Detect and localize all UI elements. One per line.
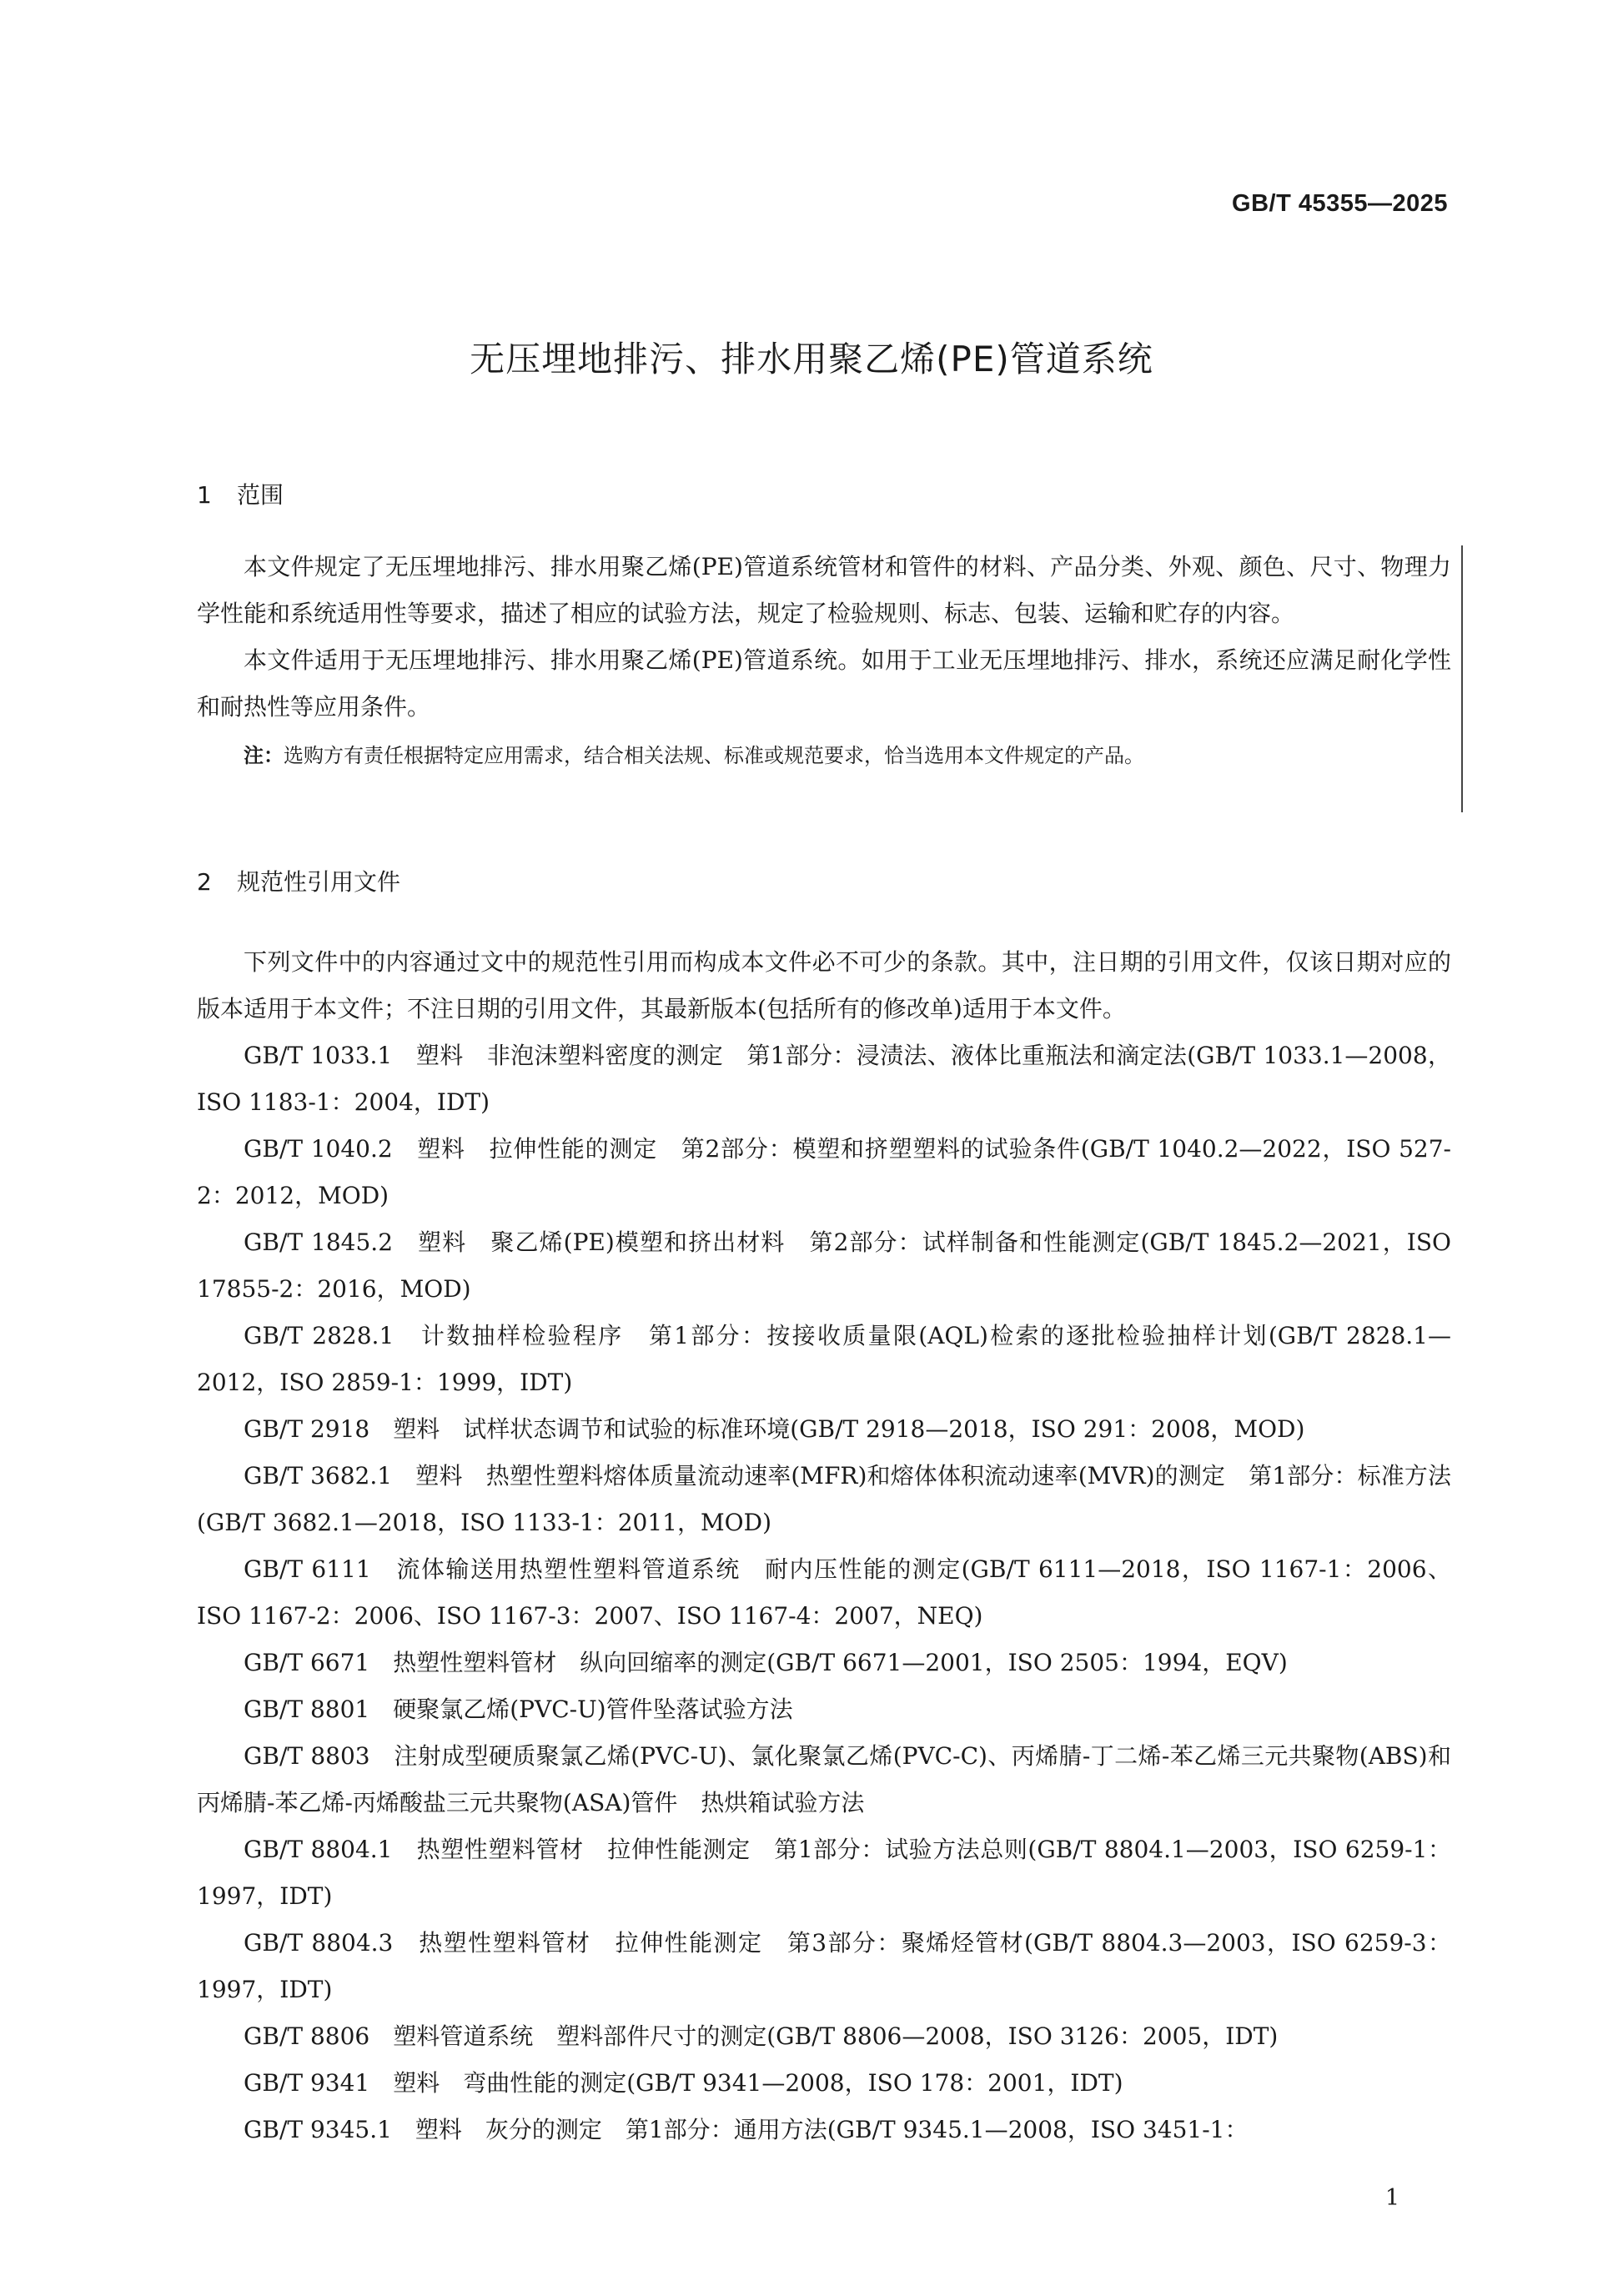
reference-item: GB/T 1033.1 塑料 非泡沫塑料密度的测定 第1部分：浸渍法、液体比重瓶法和滴定法(GB/T 1033.1—2008，ISO 1183-1：2004，IDT)	[197, 1042, 1451, 1116]
scope-paragraph-2: 本文件适用于无压埋地排污、排水用聚乙烯(PE)管道系统。如用于工业无压埋地排污、排水，系统还应满足耐化学性和耐热性等应用条件。	[197, 646, 1451, 721]
document-title: 无压埋地排污、排水用聚乙烯(PE)管道系统	[470, 339, 1153, 379]
reference-item: GB/T 8806 塑料管道系统 塑料部件尺寸的测定(GB/T 8806—2008，ISO 3126：2005，IDT)	[244, 2022, 1279, 2050]
reference-item: GB/T 3682.1 塑料 热塑性塑料熔体质量流动速率(MFR)和熔体体积流动速率(MVR)的测定 第1部分：标准方法(GB/T 3682.1—2018，ISO 1133-1：2011，MOD)	[197, 1462, 1451, 1536]
reference-item: GB/T 8801 硬聚氯乙烯(PVC-U)管件坠落试验方法	[244, 1696, 793, 1723]
reference-item: GB/T 2828.1 计数抽样检验程序 第1部分：按接收质量限(AQL)检索的逐批检验抽样计划(GB/T 2828.1—2012，ISO 2859-1：1999，IDT)	[197, 1322, 1451, 1396]
references-intro: 下列文件中的内容通过文中的规范性引用而构成本文件必不可少的条款。其中，注日期的引用文件，仅该日期对应的版本适用于本文件；不注日期的引用文件，其最新版本(包括所有的修改单)适用于本文件。	[197, 948, 1451, 1022]
note-text: 选购方有责任根据特定应用需求，结合相关法规、标准或规范要求，恰当选用本文件规定的产品。	[284, 744, 1144, 767]
reference-item: GB/T 8803 注射成型硬质聚氯乙烯(PVC-U)、氯化聚氯乙烯(PVC-C)、丙烯腈-丁二烯-苯乙烯三元共聚物(ABS)和丙烯腈-苯乙烯-丙烯酸盐三元共聚物(ASA)管件 热烘箱试验方法	[197, 1742, 1451, 1816]
section-2-heading	[197, 864, 400, 897]
reference-item: GB/T 1040.2 塑料 拉伸性能的测定 第2部分：模塑和挤塑塑料的试验条件(GB/T 1040.2—2022，ISO 527-2：2012，MOD)	[197, 1135, 1451, 1209]
section-1-title: 范围	[237, 481, 284, 509]
section-2-number: 2	[197, 868, 212, 896]
reference-item: GB/T 2918 塑料 试样状态调节和试验的标准环境(GB/T 2918—2018，ISO 291：2008，MOD)	[244, 1415, 1305, 1443]
section-2-body	[197, 939, 1451, 2153]
page-number: 1	[1384, 2185, 1399, 2211]
note-label: 注：	[244, 744, 284, 767]
reference-item: GB/T 6111 流体输送用热塑性塑料管道系统 耐内压性能的测定(GB/T 6111—2018，ISO 1167-1：2006、ISO 1167-2：2006、ISO 1167-3：2007、ISO 1167-4：2007，NEQ)	[197, 1555, 1451, 1630]
section-1-heading	[197, 477, 284, 510]
reference-item: GB/T 6671 热塑性塑料管材 纵向回缩率的测定(GB/T 6671—2001，ISO 2505：1994，EQV)	[244, 1649, 1288, 1676]
section-1-number: 1	[197, 481, 212, 509]
reference-item: GB/T 8804.1 热塑性塑料管材 拉伸性能测定 第1部分：试验方法总则(GB/T 8804.1—2003，ISO 6259-1：1997，IDT)	[197, 1836, 1451, 1910]
reference-item: GB/T 9341 塑料 弯曲性能的测定(GB/T 9341—2008，ISO 178：2001，IDT)	[244, 2069, 1123, 2097]
standard-number: GB/T 45355—2025	[1232, 190, 1448, 217]
section-2-title: 规范性引用文件	[237, 868, 401, 896]
revision-bar	[1461, 545, 1463, 812]
scope-paragraph-1: 本文件规定了无压埋地排污、排水用聚乙烯(PE)管道系统管材和管件的材料、产品分类、外观、颜色、尺寸、物理力学性能和系统适用性等要求，描述了相应的试验方法，规定了检验规则、标志、包装、运输和贮存的内容。	[197, 553, 1451, 627]
section-1-body	[197, 544, 1451, 776]
reference-item: GB/T 1845.2 塑料 聚乙烯(PE)模塑和挤出材料 第2部分：试样制备和性能测定(GB/T 1845.2—2021，ISO 17855-2：2016，MOD)	[197, 1228, 1451, 1303]
reference-item: GB/T 8804.3 热塑性塑料管材 拉伸性能测定 第3部分：聚烯烃管材(GB/T 8804.3—2003，ISO 6259-3：1997，IDT)	[197, 1929, 1451, 2003]
reference-item: GB/T 9345.1 塑料 灰分的测定 第1部分：通用方法(GB/T 9345.1—2008，ISO 3451-1：	[244, 2116, 1249, 2143]
scope-note	[197, 736, 1451, 776]
